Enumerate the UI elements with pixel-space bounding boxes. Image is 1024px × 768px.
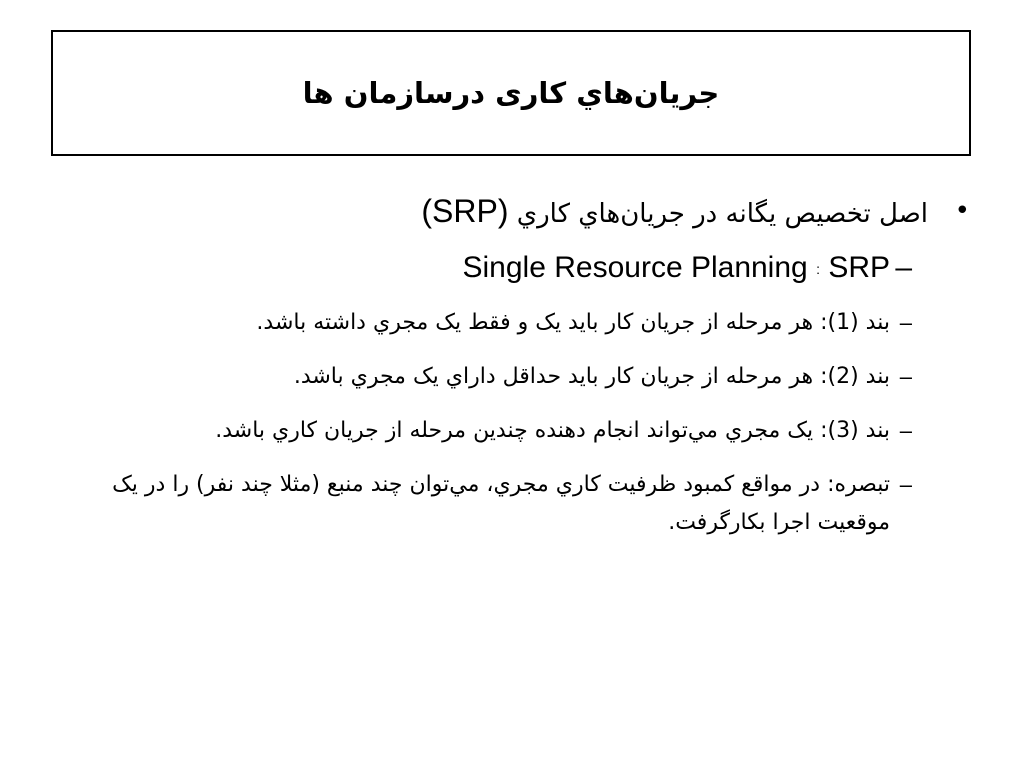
slide-content [60, 180, 980, 542]
srp-colon: : [816, 261, 820, 278]
list-item [60, 466, 980, 542]
srp-abbr: SRP [828, 251, 890, 284]
rule-text: بند (2): هر مرحله از جريان كار بايد حداقل داراي يک مجري باشد. [293, 364, 890, 389]
dash-icon: – [895, 251, 912, 284]
main-bullet-text: اصل تخصيص يگانه در جريان‌هاي كاري [516, 199, 928, 229]
note-text: تبصره: در مواقع كمبود ظرفيت كاري مجري، مي‌توان چند منبع (مثلا چند نفر) را در يک موقعيت اجرا بكارگرفت. [112, 472, 890, 535]
bullet-dot-icon: • [954, 196, 970, 226]
srp-definition [60, 242, 980, 294]
list-item [60, 412, 980, 450]
dash-icon: – [899, 310, 912, 335]
srp-definition-line [463, 242, 891, 295]
rule-text: بند (3): يک مجري مي‌تواند انجام دهنده چندين مرحله از جريان كاري باشد. [215, 418, 890, 443]
srp-tag: (SRP) [421, 193, 509, 229]
list-item [60, 304, 980, 342]
rule-text: بند (1): هر مرحله از جريان كار بايد يک و فقط يک مجري داشته باشد. [256, 310, 890, 335]
rules-list [60, 304, 980, 542]
list-item [60, 358, 980, 396]
srp-full-name: Single Resource Planning [462, 251, 808, 284]
dash-icon: – [899, 472, 912, 497]
dash-icon: – [899, 364, 912, 389]
dash-icon: – [899, 418, 912, 443]
slide-title-box [51, 30, 971, 156]
slide-title: جريان‌هاي كاری درسازمان ها [302, 76, 720, 110]
main-bullet [60, 180, 980, 242]
